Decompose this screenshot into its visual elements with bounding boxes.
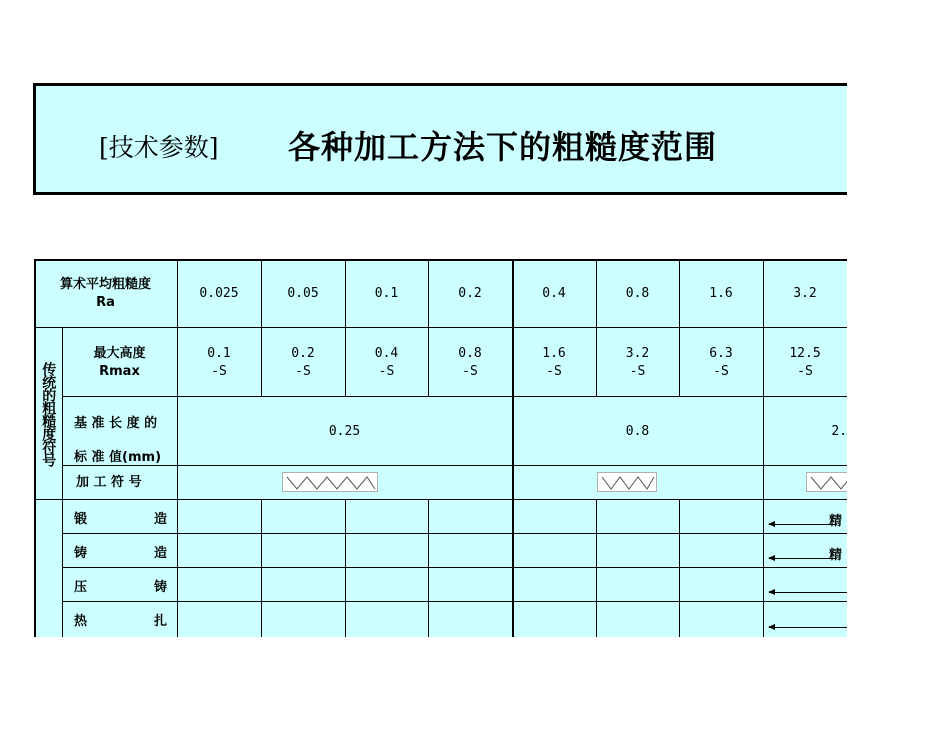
grid-line [62,533,847,534]
range-arrow [769,627,847,628]
grid-line [345,259,346,397]
ra-value: 0.8 [625,285,650,301]
grid-line [62,396,847,397]
rmax-value: 0.1 -S [207,345,231,379]
rmax-value: 0.4 -S [374,345,399,379]
roughness-table [34,259,847,637]
grid-line [177,259,178,637]
grid-line [261,259,262,397]
ra-value: 0.2 [458,285,482,301]
ra-header: 算术平均粗糙度 Ra [59,276,151,310]
standard-length-label [62,397,177,466]
traditional-symbol-label [34,328,62,500]
page-title: 各种加工方法下的粗糙度范围 [288,128,718,166]
grid-line [345,500,346,637]
finish-mark-two-triangles-icon [806,472,847,492]
process-name-right: 造 [153,545,167,561]
process-name-right: 造 [153,511,167,527]
range-arrow [769,558,837,559]
process-row-casting [62,534,177,568]
standard-length-value: 2. [831,423,847,439]
grid-line [512,259,514,637]
ra-value: 3.2 [793,285,817,301]
ra-value: 0.025 [199,285,239,301]
title-banner [33,83,847,195]
processing-symbol-label: 加 工 符 号 [76,475,142,490]
standard-length-label-line1: 基 准 长 度 的 [74,416,158,431]
grid-line [62,465,177,466]
process-row-hot-rolling [62,602,177,636]
grid-line [679,500,680,637]
range-note: 精 [829,548,843,563]
rmax-header: 最大高度 Rmax [93,345,146,379]
grid-line [428,259,429,397]
ra-value: 0.05 [287,285,319,301]
range-note: 精 [829,514,843,529]
rmax-value: 3.2 -S [625,345,650,379]
grid-line [34,327,847,328]
grid-line [596,259,597,397]
grid-line [261,500,262,637]
process-name-left: 热 [74,613,88,629]
finish-mark-four-triangles-icon [282,472,378,492]
process-name-left: 压 [74,579,88,595]
grid-line [34,259,36,637]
rmax-value: 0.2 -S [291,345,315,379]
process-row-forging [62,500,177,534]
rmax-value: 12.5 -S [789,345,821,379]
rmax-value: 0.8 -S [458,345,482,379]
traditional-symbol-text: 传统的粗糙度符号 [40,362,57,466]
process-name-right: 铸 [153,579,167,595]
rmax-value: 6.3 -S [709,345,733,379]
grid-line [62,567,847,568]
grid-line [34,259,847,261]
standard-length-label-line2: 标 准 值(mm) [74,450,162,465]
range-arrow [769,592,847,593]
grid-line [763,259,764,637]
process-row-die-casting [62,568,177,602]
grid-line [34,499,847,500]
rmax-value: 1.6 -S [542,345,566,379]
grid-line [428,500,429,637]
ra-value: 0.4 [542,285,566,301]
grid-line [679,259,680,397]
standard-length-value: 0.8 [625,423,650,439]
title-tag: [技术参数] [99,133,219,162]
process-name-left: 锻 [74,511,88,527]
grid-line [62,601,847,602]
standard-length-value: 0.25 [328,423,361,439]
ra-value: 0.1 [374,285,399,301]
finish-mark-three-triangles-icon [597,472,657,492]
ra-value: 1.6 [709,285,733,301]
grid-line [596,500,597,637]
range-arrow [769,524,837,525]
process-name-right: 扎 [153,613,167,629]
grid-line [62,328,63,637]
process-name-left: 铸 [74,545,88,561]
